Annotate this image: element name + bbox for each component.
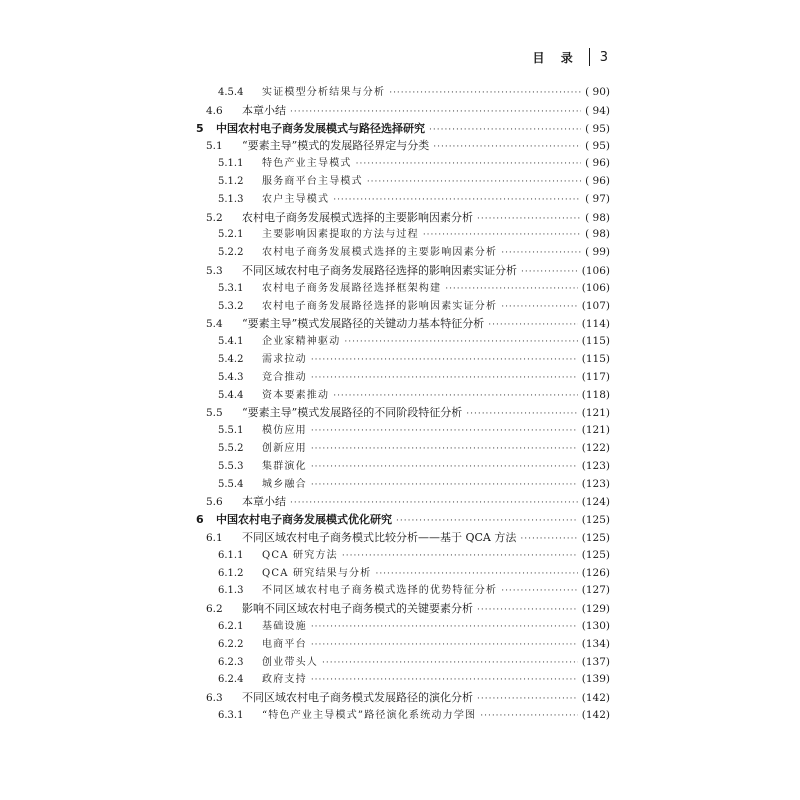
toc-entry-number: 5.5 [206, 407, 223, 420]
toc-entry-title: QCA 研究方法 [262, 549, 338, 561]
toc-entry-title: “要素主导”模式发展路径的关键动力基本特征分析 [242, 317, 485, 331]
toc-entry-number: 5.2 [206, 211, 223, 224]
toc-entry-title: 本章小结 [242, 495, 286, 509]
toc-entry-page: (129) [581, 603, 610, 616]
toc-entry-number: 5.3.2 [218, 300, 244, 312]
toc-entry-number: 6.2.3 [218, 656, 244, 668]
dot-leader [433, 139, 581, 157]
toc-entry [190, 244, 610, 262]
toc-entry-number: 5.4.3 [218, 371, 244, 383]
toc-entry-number: 5.5.1 [218, 425, 244, 437]
toc-entry [190, 280, 610, 298]
dot-leader [311, 477, 578, 495]
toc-entry-title: 农村电子商务发展路径选择的影响因素实证分析 [262, 300, 498, 312]
toc-entry-title: 不同区域农村电子商务模式比较分析——基于 QCA 方法 [242, 530, 517, 544]
toc-entry-number: 5.3.1 [218, 282, 244, 294]
toc-entry-page: (115) [581, 335, 610, 348]
dot-leader [322, 655, 578, 673]
toc-entry [190, 173, 610, 191]
toc-entry [190, 689, 610, 707]
toc-entry-page: (125) [581, 514, 610, 527]
toc-entry-number: 6.1.2 [218, 567, 244, 579]
toc-entry-number: 5.4.1 [218, 336, 244, 348]
toc-entry-title: 影响不同区域农村电子商务模式的关键要素分析 [242, 602, 473, 616]
dot-leader [333, 192, 581, 210]
toc-entry [190, 226, 610, 244]
toc-entry-page: (121) [581, 407, 610, 420]
table-of-contents [190, 84, 610, 725]
toc-entry-page: (139) [581, 673, 610, 686]
toc-entry-number: 5.1.1 [218, 158, 244, 170]
toc-entry-page: (106) [581, 264, 610, 277]
running-header [533, 48, 608, 66]
toc-entry-number: 6.2.1 [218, 620, 244, 632]
toc-entry-number: 6.1.3 [218, 585, 244, 597]
toc-entry-title: 农村电子商务发展模式选择的主要影响因素分析 [262, 247, 498, 259]
toc-entry-number: 5.1.2 [218, 175, 244, 187]
toc-entry-page: ( 90) [585, 86, 610, 98]
toc-entry [190, 582, 610, 600]
dot-leader [311, 352, 578, 370]
toc-entry-title: 农村电子商务发展模式选择的主要影响因素分析 [242, 210, 473, 224]
dot-leader [429, 122, 581, 140]
dot-leader [477, 691, 578, 709]
toc-entry [190, 636, 610, 654]
toc-entry-title: 不同区域农村电子商务发展路径选择的影响因素实证分析 [242, 263, 517, 277]
toc-entry-number: 4.5.4 [218, 87, 244, 98]
toc-entry-number: 5.4 [206, 318, 223, 331]
toc-entry-page: ( 99) [585, 246, 610, 259]
header-divider [589, 48, 590, 66]
toc-entry [190, 547, 610, 565]
header-title: 目 录 [532, 50, 579, 65]
dot-leader [389, 85, 581, 103]
toc-entry-title: 竞合推动 [262, 371, 307, 383]
dot-leader [423, 227, 581, 245]
toc-entry-number: 5.2.1 [218, 229, 244, 241]
toc-entry [190, 618, 610, 636]
toc-entry-page: (130) [581, 619, 610, 632]
dot-leader [311, 619, 578, 637]
toc-entry-page: (114) [581, 318, 610, 331]
toc-entry-number: 5.5.3 [218, 460, 244, 472]
toc-entry-page: ( 98) [585, 228, 610, 241]
toc-entry [190, 600, 610, 618]
dot-leader [311, 637, 578, 655]
toc-entry [190, 333, 610, 351]
toc-entry [190, 120, 610, 138]
toc-entry-title: 服务商平台主导模式 [262, 175, 363, 187]
toc-entry-title: QCA 研究结果与分析 [262, 567, 372, 579]
toc-entry-title: 中国农村电子商务发展模式优化研究 [216, 513, 392, 527]
toc-entry-page: (142) [581, 708, 610, 721]
toc-entry-page: ( 97) [585, 192, 610, 205]
toc-entry-page: (125) [581, 531, 610, 544]
dot-leader [311, 370, 578, 388]
toc-entry [190, 511, 610, 529]
toc-entry [190, 262, 610, 280]
toc-entry-page: (117) [581, 370, 610, 383]
toc-entry [190, 155, 610, 173]
dot-leader [521, 264, 578, 282]
toc-entry-title: 政府支持 [262, 674, 307, 686]
toc-entry-page: (121) [581, 424, 610, 437]
dot-leader [520, 531, 577, 549]
dot-leader [344, 334, 577, 352]
toc-entry-title: 不同区域农村电子商务模式选择的优势特征分析 [262, 585, 498, 597]
toc-entry-page: (123) [581, 477, 610, 490]
dot-leader [501, 245, 581, 263]
dot-leader [466, 406, 578, 424]
toc-entry [190, 369, 610, 387]
toc-entry-page: (137) [581, 655, 610, 668]
toc-entry-title: 模仿应用 [262, 425, 307, 437]
toc-entry-number: 5.5.2 [218, 442, 244, 454]
dot-leader [488, 317, 578, 335]
toc-entry [190, 209, 610, 227]
dot-leader [311, 459, 578, 477]
toc-entry-title: 电商平台 [262, 638, 307, 650]
page-number: 3 [599, 49, 608, 65]
toc-entry-number: 5.3 [206, 264, 223, 277]
toc-entry-title: 本章小结 [242, 103, 286, 117]
toc-entry-number: 6.1 [206, 531, 223, 544]
toc-entry-title: 中国农村电子商务发展模式与路径选择研究 [216, 121, 425, 135]
toc-entry-number: 5.4.2 [218, 353, 244, 365]
dot-leader [501, 299, 578, 317]
toc-entry-number: 5.5.4 [218, 478, 244, 490]
toc-entry-title: 城乡融合 [262, 478, 307, 490]
dot-leader [333, 388, 578, 406]
dot-leader [501, 583, 578, 601]
toc-entry-page: ( 96) [585, 174, 610, 187]
dot-leader [477, 602, 578, 620]
toc-entry-page: ( 94) [585, 104, 610, 117]
toc-entry-number: 6.3.1 [218, 709, 244, 721]
toc-entry [190, 422, 610, 440]
dot-leader [445, 281, 578, 299]
toc-entry-page: ( 96) [585, 157, 610, 170]
dot-leader [375, 566, 577, 584]
toc-entry-number: 5.6 [206, 496, 223, 509]
toc-entry [190, 404, 610, 422]
toc-entry [190, 707, 610, 725]
toc-entry-title: 特色产业主导模式 [262, 158, 352, 170]
toc-entry-page: (126) [581, 566, 610, 579]
toc-entry-title: 需求拉动 [262, 353, 307, 365]
toc-entry-number: 5.2.2 [218, 247, 244, 259]
toc-entry-number: 6.3 [206, 692, 223, 705]
toc-entry-title: “特色产业主导模式”路径演化系统动力学图 [262, 709, 477, 721]
toc-entry-number: 5 [196, 121, 204, 135]
toc-entry [190, 565, 610, 583]
toc-entry [190, 654, 610, 672]
toc-entry-page: (124) [581, 496, 610, 509]
toc-entry-page: (107) [581, 299, 610, 312]
toc-entry-title: “要素主导”模式发展路径的不同阶段特征分析 [242, 406, 463, 420]
toc-entry [190, 102, 610, 120]
toc-entry-title: 资本要素推动 [262, 389, 330, 401]
toc-entry [190, 351, 610, 369]
toc-entry-title: 集群演化 [262, 460, 307, 472]
toc-entry-title: 创业带头人 [262, 656, 318, 668]
toc-entry-title: 农村电子商务发展路径选择框架构建 [262, 282, 442, 294]
toc-entry-page: (118) [581, 388, 610, 401]
toc-entry-page: ( 95) [585, 122, 610, 135]
dot-leader [311, 423, 578, 441]
toc-entry-page: ( 98) [585, 211, 610, 224]
toc-entry [190, 137, 610, 155]
toc-entry-page: (142) [581, 692, 610, 705]
toc-entry-number: 6.2.4 [218, 674, 244, 686]
toc-entry-page: ( 95) [585, 140, 610, 153]
dot-leader [477, 211, 581, 229]
toc-entry-number: 5.1 [206, 140, 223, 153]
dot-leader [356, 156, 581, 174]
toc-entry [190, 493, 610, 511]
toc-entry [190, 458, 610, 476]
toc-entry [190, 476, 610, 494]
toc-entry-page: (134) [581, 637, 610, 650]
toc-entry [190, 387, 610, 405]
toc-entry-page: (127) [581, 584, 610, 597]
toc-entry-title: 创新应用 [262, 442, 307, 454]
toc-entry-page: (115) [581, 352, 610, 365]
dot-leader [480, 708, 578, 726]
dot-leader [311, 441, 578, 459]
toc-entry [190, 298, 610, 316]
toc-entry-title: 基础设施 [262, 620, 307, 632]
toc-entry-number: 6 [196, 513, 204, 527]
toc-entry-title: 不同区域农村电子商务模式发展路径的演化分析 [242, 691, 473, 705]
toc-entry-title: 主要影响因素提取的方法与过程 [262, 229, 419, 241]
toc-entry-page: (123) [581, 459, 610, 472]
toc-entry-number: 5.1.3 [218, 193, 244, 205]
dot-leader [311, 672, 578, 690]
toc-entry [190, 671, 610, 689]
toc-entry-number: 6.1.1 [218, 549, 244, 561]
toc-entry-number: 6.2.2 [218, 638, 244, 650]
toc-entry-number: 5.4.4 [218, 389, 244, 401]
toc-entry [190, 529, 610, 547]
toc-entry [190, 191, 610, 209]
toc-entry-title: 农户主导模式 [262, 193, 330, 205]
toc-entry-title: “要素主导”模式的发展路径界定与分类 [242, 139, 430, 153]
toc-entry-title: 企业家精神驱动 [262, 336, 341, 348]
toc-entry-page: (106) [581, 281, 610, 294]
toc-entry [190, 84, 610, 102]
dot-leader [342, 548, 578, 566]
toc-entry-title: 实证模型分析结果与分析 [262, 87, 386, 98]
toc-entry [190, 315, 610, 333]
toc-entry-number: 6.2 [206, 603, 223, 616]
toc-entry [190, 440, 610, 458]
toc-entry-page: (122) [581, 441, 610, 454]
toc-entry-number: 4.6 [206, 104, 223, 117]
dot-leader [367, 174, 581, 192]
toc-entry-page: (125) [581, 548, 610, 561]
